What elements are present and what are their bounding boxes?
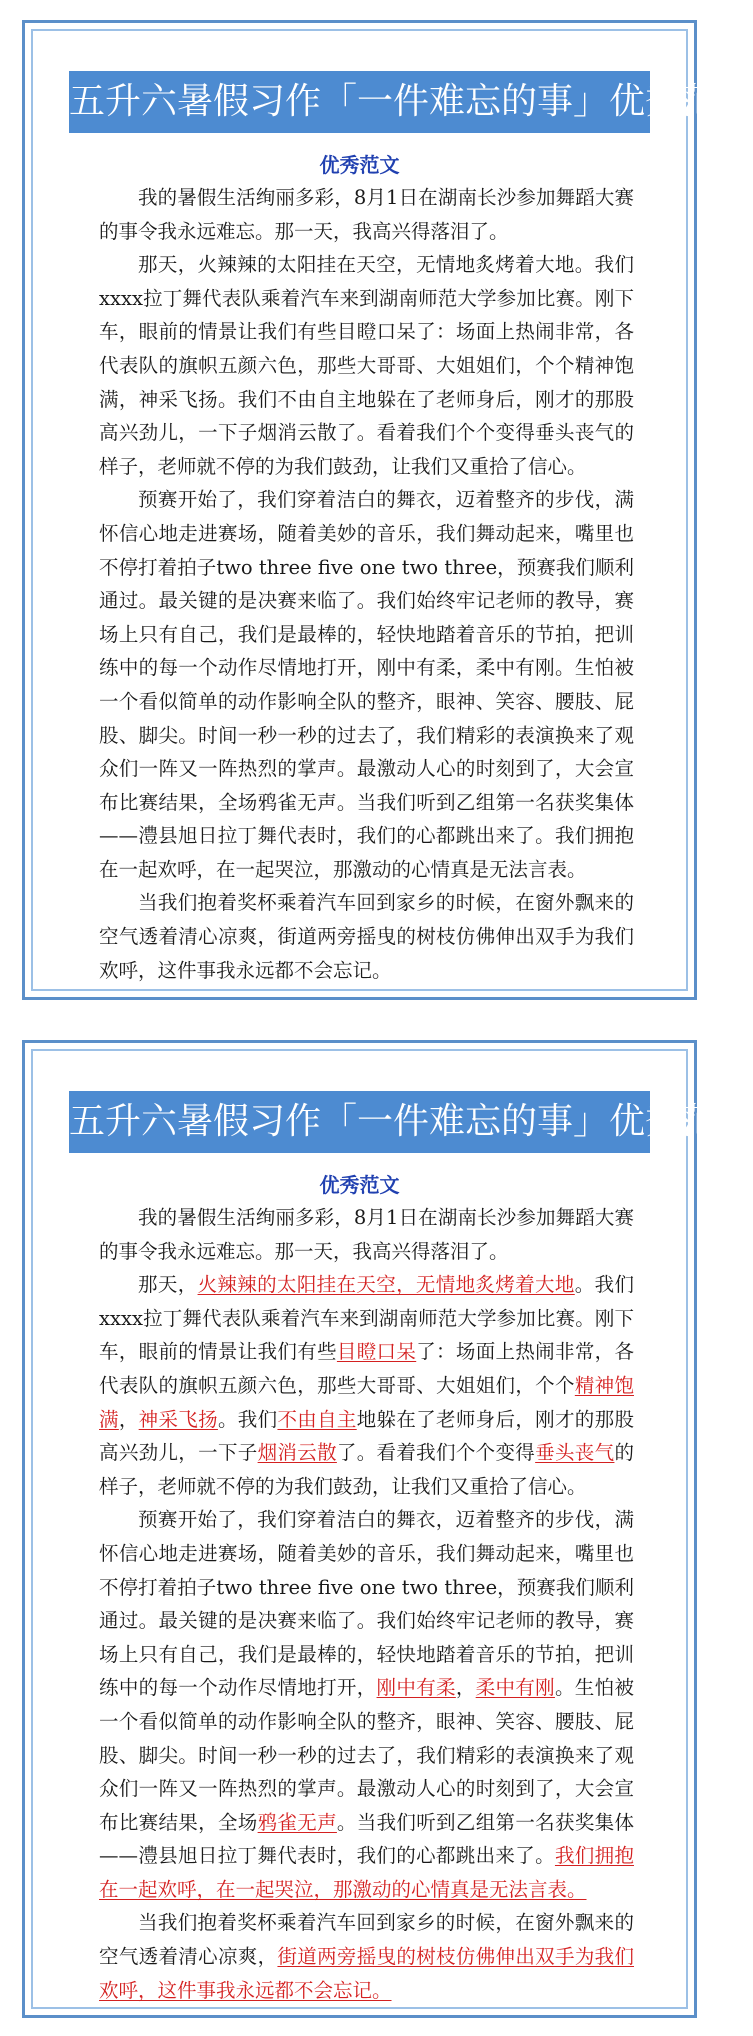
annotated-paragraph-3 <box>99 1503 634 1906</box>
essay-paragraph-1: 我的暑假生活绚丽多彩，8月1日在湖南长沙参加舞蹈大赛的事令我永远难忘。那一天，我高兴得落泪了。 <box>99 186 634 243</box>
plain-text: 那天， <box>138 1273 198 1297</box>
essay-paragraph-4: 当我们抱着奖杯乘着汽车回到家乡的时候，在窗外飘来的空气透着清心凉爽，街道两旁摇曳的树枝仿佛伸出双手为我们欢呼，这件事我永远都不会忘记。 <box>99 891 634 982</box>
plain-text: 。生怕被一个看似简单的动作影响全队的整齐，眼神、笑容、腰肢、屁股、脚尖。时间一秒一秒的过去了，我们精彩的表演换来了观众们一阵又一阵热烈的掌声。最激动人心的时刻到了，大会宣布比赛结果，全场 <box>99 1676 634 1834</box>
plain-text: 。当我们听到乙组第一名获奖集体——澧县旭日拉丁舞代表时，我们的心都跳出来了。 <box>99 1810 634 1868</box>
highlighted-phrase: 烟消云散 <box>257 1441 337 1465</box>
plain-text: 了。看着我们个个变得 <box>336 1441 536 1465</box>
plain-text: 了：场面上热闹非常，各代表队的旗帜五颜六色，那些大哥哥、大姐姐们，个个 <box>99 1340 634 1397</box>
plain-text: 地躲在了老师身后，刚才的那股高兴劲儿，一下子 <box>99 1407 634 1465</box>
card-inner-border <box>31 29 753 991</box>
essay-body <box>99 181 634 987</box>
plain-text: 。我们xxxx拉丁舞代表队乘着汽车来到湖南师范大学参加比赛。刚下车，眼前的情景让我们有些 <box>99 1273 634 1364</box>
section-subtitle: 优秀范文 <box>319 153 400 177</box>
page-title-annotated: 五升六暑假习作「一件难忘的事」优秀范文 <box>69 1091 650 1153</box>
highlighted-phrase: 精神饱满 <box>99 1373 634 1431</box>
essay-body-annotated <box>99 1201 634 2007</box>
essay-card-annotated <box>22 1040 753 2018</box>
plain-text: 当我们抱着奖杯乘着汽车回到家乡的时候，在窗外飘来的空气透着清心凉爽， <box>99 1911 634 1969</box>
plain-text: ， <box>455 1676 476 1700</box>
annotated-paragraph-4 <box>99 1906 634 2007</box>
highlighted-phrase: 神采飞扬 <box>138 1407 218 1431</box>
plain-text: 的样子，老师就不停的为我们鼓劲，让我们又重拾了信心。 <box>99 1441 634 1498</box>
essay-paragraph-2: 那天，火辣辣的太阳挂在天空，无情地炙烤着大地。我们xxxx拉丁舞代表队乘着汽车来到湖南师范大学参加比赛。刚下车，眼前的情景让我们有些目瞪口呆了：场面上热闹非常，各代表队的旗帜五颜六色，那些大哥哥、大姐姐们，个个精神饱满，神采飞扬。我们不由自主地躲在了老师身后，刚才的那股高兴劲儿，一下子烟消云散了。看着我们个个变得垂头丧气的样子，老师就不停的为我们鼓劲，让我们又重拾了信心。 <box>99 253 634 478</box>
highlighted-phrase: 我们拥抱在一起欢呼，在一起哭泣，那激动的心情真是无法言表。 <box>99 1844 634 1901</box>
plain-text: 。我们 <box>217 1407 278 1431</box>
plain-text: ， <box>118 1407 139 1431</box>
essay-paragraph-3: 预赛开始了，我们穿着洁白的舞衣，迈着整齐的步伐，满怀信心地走进赛场，随着美妙的音乐，我们舞动起来，嘴里也不停打着拍子two three five one two three，预赛我们顺利通过。最关键的是决赛来临了。我们始终牢记老师的教导，赛场上只有自己，我们是最棒的，轻快地踏着音乐的节拍，把训练中的每一个动作尽情地打开，刚中有柔，柔中有刚。生怕被一个看似简单的动作影响全队的整齐，眼神、笑容、腰肢、屁股、脚尖。时间一秒一秒的过去了，我们精彩的表演换来了观众们一阵又一阵热烈的掌声。最激动人心的时刻到了，大会宣布比赛结果，全场鸦雀无声。当我们听到乙组第一名获奖集体——澧县旭日拉丁舞代表时，我们的心都跳出来了。我们拥抱在一起欢呼，在一起哭泣，那激动的心情真是无法言表。 <box>99 488 634 881</box>
essay-card-plain <box>22 20 753 1000</box>
highlighted-phrase: 柔中有刚 <box>475 1676 555 1700</box>
highlighted-phrase: 目瞪口呆 <box>336 1340 417 1364</box>
highlighted-phrase: 垂头丧气 <box>535 1441 615 1465</box>
page-title: 五升六暑假习作「一件难忘的事」优秀范文 <box>69 71 650 133</box>
highlighted-phrase: 街道两旁摇曳的树枝仿佛伸出双手为我们欢呼，这件事我永远都不会忘记。 <box>99 1945 634 2002</box>
highlighted-phrase: 不由自主 <box>277 1407 357 1431</box>
annotated-paragraph-2 <box>99 1268 634 1503</box>
annotated-paragraph-1: 我的暑假生活绚丽多彩，8月1日在湖南长沙参加舞蹈大赛的事令我永远难忘。那一天，我高兴得落泪了。 <box>99 1206 634 1263</box>
section-subtitle-annotated: 优秀范文 <box>319 1173 400 1197</box>
plain-text: 预赛开始了，我们穿着洁白的舞衣，迈着整齐的步伐，满怀信心地走进赛场，随着美妙的音乐，我们舞动起来，嘴里也不停打着拍子two three five one two three，预赛我们顺利通过。最关键的是决赛来临了。我们始终牢记老师的教导，赛场上只有自己，我们是最棒的，轻快地踏着音乐的节拍，把训练中的每一个动作尽情地打开， <box>99 1508 634 1700</box>
highlighted-phrase: 刚中有柔 <box>376 1676 456 1700</box>
card-inner-border <box>31 1049 753 2009</box>
highlighted-phrase: 火辣辣的太阳挂在天空，无情地炙烤着大地 <box>197 1273 575 1297</box>
highlighted-phrase: 鸦雀无声 <box>257 1810 337 1834</box>
